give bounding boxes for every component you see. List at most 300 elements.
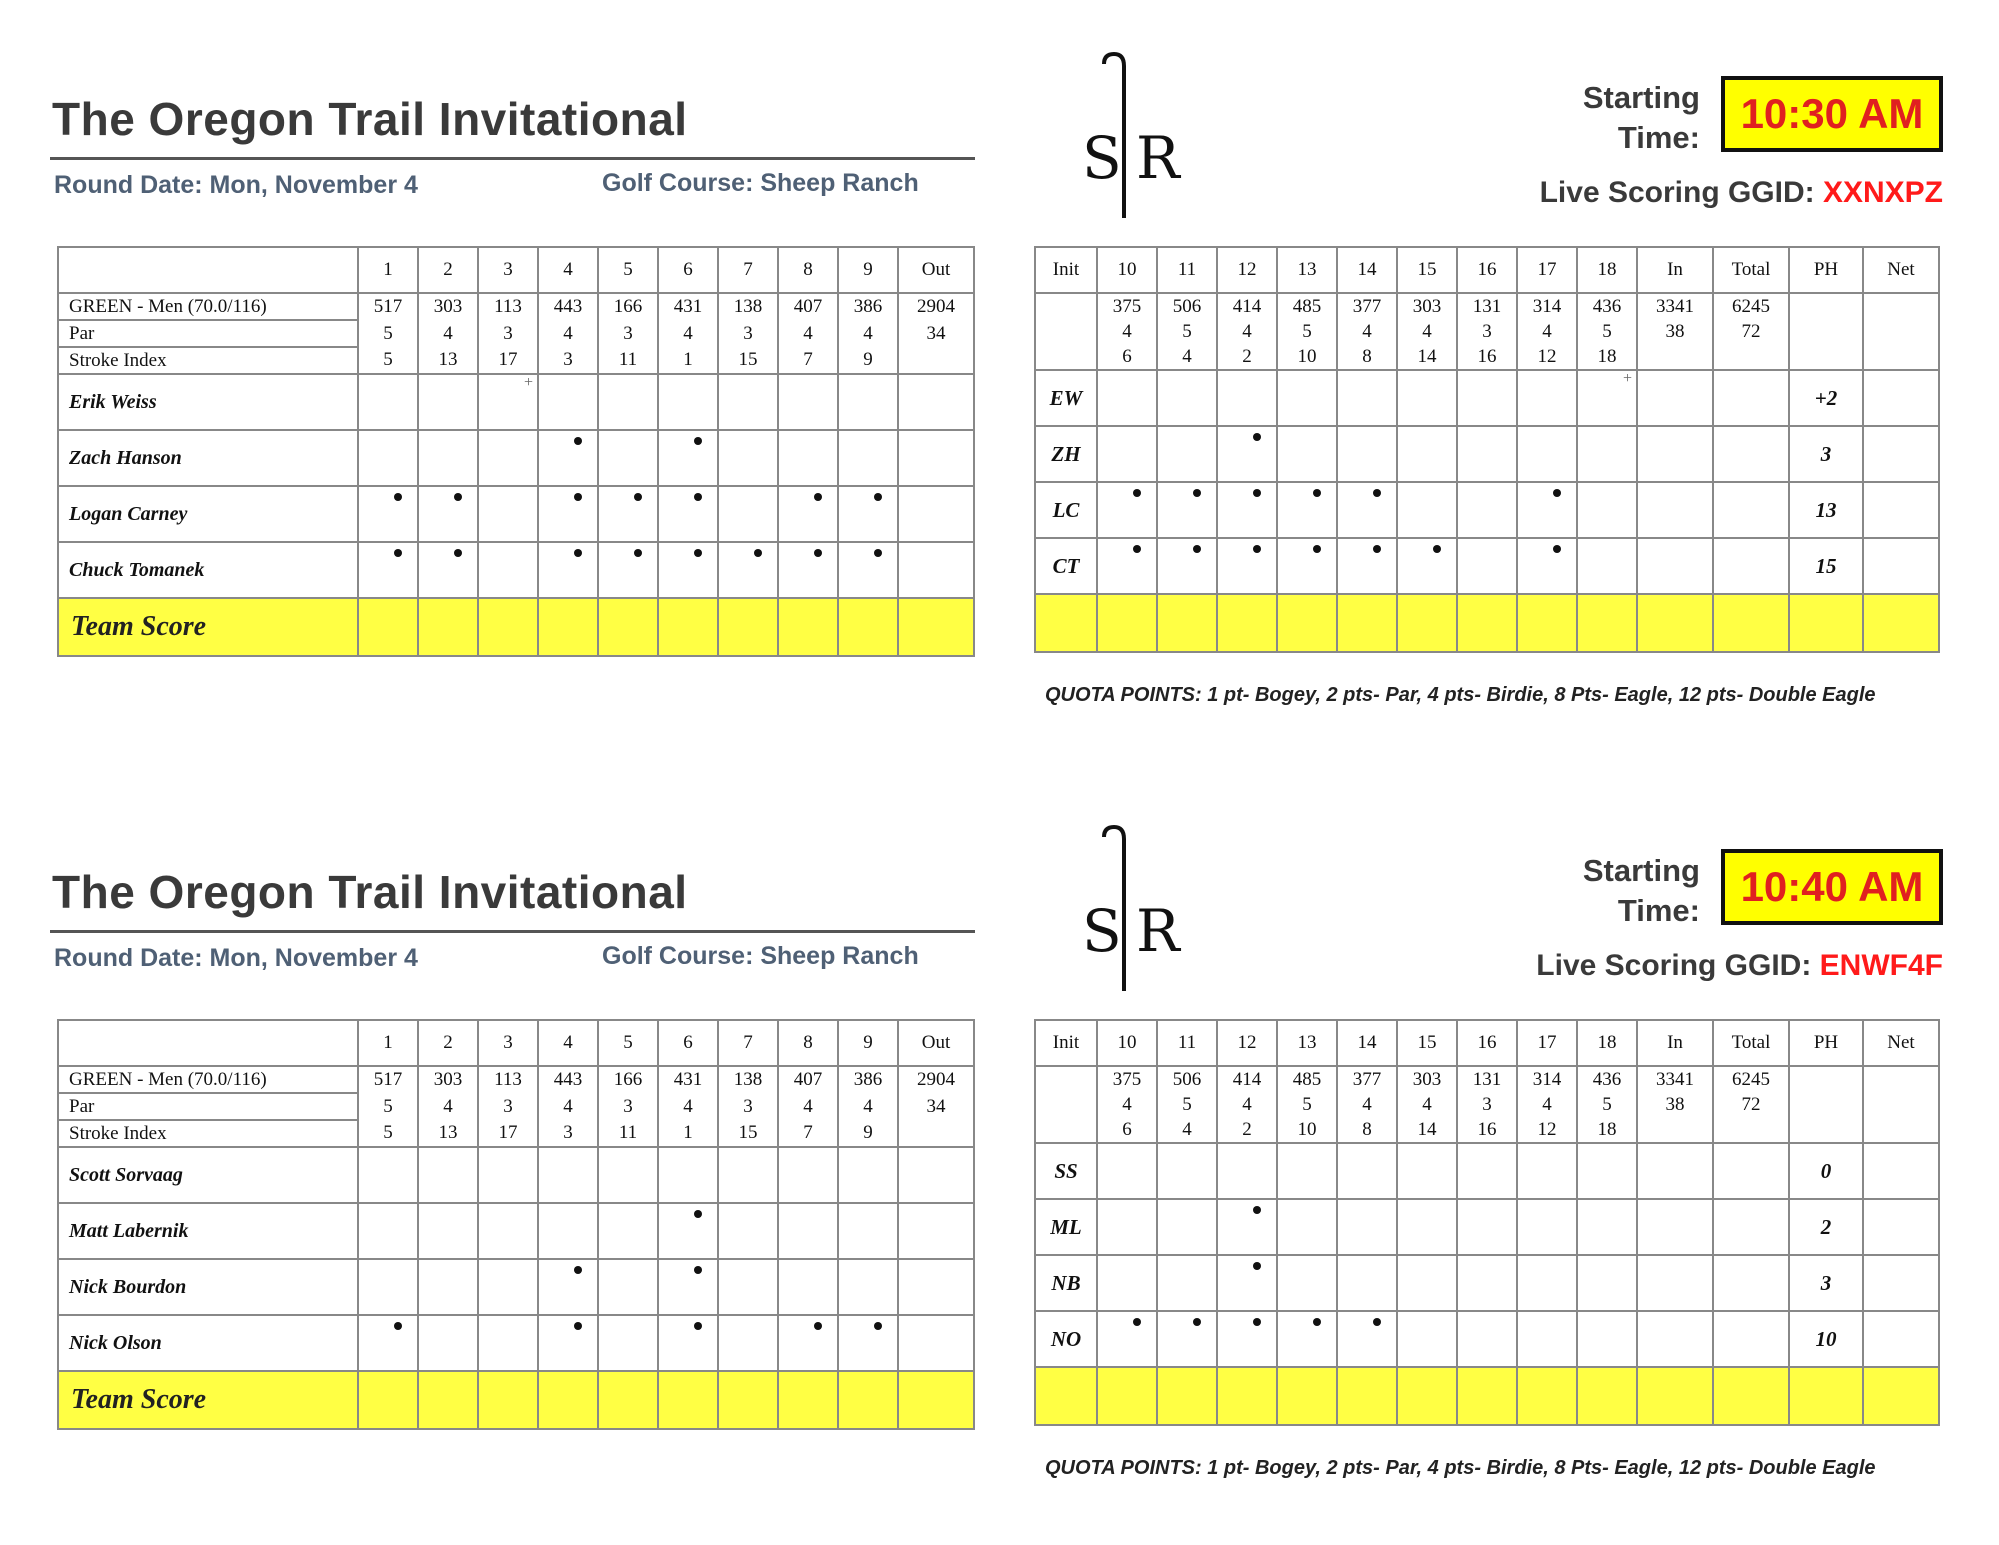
score-cell[interactable] <box>1577 482 1637 538</box>
info-cell: 6 <box>1097 1117 1157 1143</box>
score-cell[interactable] <box>1217 1199 1277 1255</box>
stroke-dot-icon <box>1133 545 1141 553</box>
team-score-cell[interactable] <box>898 1371 974 1429</box>
stroke-dot-icon <box>574 549 582 557</box>
score-cell[interactable] <box>358 1315 418 1371</box>
stroke-dot-icon <box>1253 489 1261 497</box>
score-cell[interactable] <box>898 1259 974 1315</box>
corner-cell <box>58 247 358 293</box>
score-cell[interactable] <box>1577 426 1637 482</box>
title-divider <box>50 930 975 933</box>
score-cell[interactable] <box>1397 370 1457 426</box>
score-cell[interactable] <box>1097 426 1157 482</box>
stroke-index-row <box>1035 344 1939 370</box>
score-cell[interactable] <box>778 1203 838 1259</box>
score-cell[interactable] <box>658 1203 718 1259</box>
score-cell[interactable] <box>898 1203 974 1259</box>
score-cell[interactable] <box>598 1259 658 1315</box>
score-cell[interactable] <box>898 430 974 486</box>
score-cell[interactable] <box>658 542 718 598</box>
stroke-dot-icon <box>1193 1318 1201 1326</box>
score-cell[interactable] <box>478 1259 538 1315</box>
team-score-cell[interactable] <box>658 598 718 656</box>
score-cell[interactable] <box>478 1315 538 1371</box>
score-cell[interactable] <box>1217 1143 1277 1199</box>
score-cell[interactable] <box>1277 482 1337 538</box>
score-cell[interactable] <box>898 542 974 598</box>
score-cell[interactable] <box>538 1259 598 1315</box>
team-score-cell[interactable] <box>478 598 538 656</box>
score-cell[interactable] <box>1097 370 1157 426</box>
score-cell[interactable] <box>478 1147 538 1203</box>
score-cell[interactable] <box>418 1203 478 1259</box>
team-score-cell[interactable] <box>1157 594 1217 652</box>
score-cell[interactable] <box>1097 1143 1157 1199</box>
plus-stroke-icon: + <box>523 374 533 391</box>
score-cell[interactable] <box>1713 1255 1789 1311</box>
team-score-cell[interactable] <box>778 598 838 656</box>
hole-number: 4 <box>538 1020 598 1066</box>
score-cell[interactable] <box>1337 1255 1397 1311</box>
score-cell[interactable] <box>1277 1143 1337 1199</box>
score-cell[interactable] <box>1863 538 1939 594</box>
team-score-cell[interactable] <box>1337 594 1397 652</box>
score-cell[interactable] <box>1517 370 1577 426</box>
score-cell[interactable] <box>1397 1143 1457 1199</box>
score-cell[interactable] <box>1157 482 1217 538</box>
score-cell[interactable] <box>1217 426 1277 482</box>
info-cell: 407 <box>778 1066 838 1093</box>
score-cell[interactable] <box>358 430 418 486</box>
score-cell[interactable] <box>838 430 898 486</box>
score-cell[interactable] <box>418 1315 478 1371</box>
team-score-cell[interactable] <box>1035 1367 1097 1425</box>
tee-yardage-row <box>1035 1066 1939 1092</box>
team-score-cell[interactable] <box>1277 1367 1337 1425</box>
team-score-cell[interactable] <box>1397 1367 1457 1425</box>
team-score-cell[interactable] <box>1097 1367 1157 1425</box>
team-score-cell[interactable] <box>1713 594 1789 652</box>
info-cell: 4 <box>418 320 478 347</box>
score-cell[interactable] <box>598 1203 658 1259</box>
score-cell[interactable] <box>838 374 898 430</box>
score-cell[interactable] <box>1577 1143 1637 1199</box>
stroke-dot-icon <box>694 493 702 501</box>
score-cell[interactable] <box>1337 482 1397 538</box>
team-score-cell[interactable] <box>658 1371 718 1429</box>
score-cell[interactable] <box>1157 370 1217 426</box>
score-cell[interactable] <box>418 1259 478 1315</box>
score-cell[interactable] <box>1097 538 1157 594</box>
score-cell[interactable] <box>838 486 898 542</box>
score-cell[interactable] <box>898 1147 974 1203</box>
team-score-cell[interactable] <box>1457 1367 1517 1425</box>
score-cell[interactable] <box>718 486 778 542</box>
score-cell[interactable] <box>1217 482 1277 538</box>
score-cell[interactable] <box>658 1147 718 1203</box>
score-cell[interactable] <box>838 1203 898 1259</box>
team-score-cell[interactable] <box>1517 1367 1577 1425</box>
team-score-cell[interactable] <box>1577 1367 1637 1425</box>
team-score-cell[interactable] <box>1789 1367 1863 1425</box>
par-row <box>1035 1092 1939 1117</box>
hole-number: 4 <box>538 247 598 293</box>
score-cell[interactable] <box>598 486 658 542</box>
score-cell[interactable] <box>838 542 898 598</box>
score-cell[interactable] <box>538 1315 598 1371</box>
score-cell[interactable] <box>1337 426 1397 482</box>
score-cell[interactable] <box>898 486 974 542</box>
score-cell[interactable] <box>1637 370 1713 426</box>
round-date: Round Date: Mon, November 4 <box>54 171 418 199</box>
init-blank <box>1035 1066 1097 1092</box>
score-cell[interactable] <box>1397 1255 1457 1311</box>
score-cell[interactable] <box>1277 370 1337 426</box>
score-cell[interactable] <box>1157 1311 1217 1367</box>
player-initials: ZH <box>1035 426 1097 482</box>
player-initials: CT <box>1035 538 1097 594</box>
team-score-cell[interactable] <box>538 1371 598 1429</box>
init-blank <box>1035 293 1097 319</box>
score-cell[interactable] <box>1157 1255 1217 1311</box>
score-cell[interactable] <box>1577 1311 1637 1367</box>
info-cell: 506 <box>1157 1066 1217 1092</box>
info-cell <box>1789 1066 1863 1092</box>
score-cell[interactable] <box>1517 1199 1577 1255</box>
score-cell[interactable] <box>1217 1311 1277 1367</box>
score-cell[interactable] <box>658 486 718 542</box>
golf-course: Golf Course: Sheep Ranch <box>602 942 919 970</box>
hole-number: 8 <box>778 1020 838 1066</box>
info-cell: 3 <box>598 1093 658 1120</box>
team-score-cell[interactable] <box>1637 1367 1713 1425</box>
score-cell[interactable] <box>1217 1255 1277 1311</box>
hole-number: 18 <box>1577 1020 1637 1066</box>
score-cell[interactable] <box>478 1203 538 1259</box>
stroke-dot-icon <box>1313 1318 1321 1326</box>
score-cell[interactable] <box>718 1203 778 1259</box>
scorecard <box>0 773 1999 1545</box>
team-score-cell[interactable] <box>838 1371 898 1429</box>
score-cell[interactable] <box>778 542 838 598</box>
score-cell[interactable] <box>358 486 418 542</box>
score-cell[interactable] <box>1577 1255 1637 1311</box>
round-date: Round Date: Mon, November 4 <box>54 944 418 972</box>
score-cell[interactable] <box>358 1259 418 1315</box>
score-cell[interactable] <box>538 542 598 598</box>
info-cell <box>898 1120 974 1147</box>
score-cell[interactable] <box>778 1259 838 1315</box>
score-cell[interactable] <box>718 1259 778 1315</box>
team-score-cell[interactable] <box>598 1371 658 1429</box>
score-cell[interactable] <box>1397 1311 1457 1367</box>
score-cell[interactable] <box>778 430 838 486</box>
score-cell[interactable] <box>598 542 658 598</box>
stroke-dot-icon <box>574 1266 582 1274</box>
team-score-cell[interactable] <box>1517 594 1577 652</box>
info-cell: 314 <box>1517 1066 1577 1092</box>
score-cell[interactable] <box>718 1315 778 1371</box>
team-score-cell[interactable] <box>718 598 778 656</box>
info-cell: 12 <box>1517 344 1577 370</box>
score-cell[interactable] <box>778 374 838 430</box>
score-cell[interactable] <box>1217 370 1277 426</box>
team-score-cell[interactable] <box>1157 1367 1217 1425</box>
info-cell <box>1863 1117 1939 1143</box>
team-score-cell[interactable] <box>898 598 974 656</box>
score-cell[interactable] <box>1457 1311 1517 1367</box>
score-cell[interactable] <box>898 1315 974 1371</box>
info-cell: 16 <box>1457 1117 1517 1143</box>
info-cell: 7 <box>778 347 838 374</box>
score-cell[interactable] <box>598 1315 658 1371</box>
score-cell[interactable] <box>478 430 538 486</box>
score-cell[interactable] <box>1337 370 1397 426</box>
team-score-cell[interactable] <box>1713 1367 1789 1425</box>
info-cell: 166 <box>598 293 658 320</box>
info-cell <box>1713 344 1789 370</box>
team-score-cell[interactable] <box>1863 1367 1939 1425</box>
score-cell[interactable] <box>658 1259 718 1315</box>
score-cell[interactable] <box>1277 1311 1337 1367</box>
score-cell[interactable] <box>1277 1199 1337 1255</box>
score-cell[interactable] <box>1457 370 1517 426</box>
score-cell[interactable] <box>538 430 598 486</box>
score-cell[interactable] <box>1637 1255 1713 1311</box>
stroke-dot-icon <box>814 549 822 557</box>
player-row <box>1035 370 1939 426</box>
score-cell[interactable] <box>1863 1143 1939 1199</box>
playing-handicap: 2 <box>1789 1199 1863 1255</box>
team-score-cell[interactable] <box>1397 594 1457 652</box>
score-cell[interactable] <box>1457 1199 1517 1255</box>
team-score-cell[interactable] <box>478 1371 538 1429</box>
score-cell[interactable] <box>1097 482 1157 538</box>
score-cell[interactable] <box>418 542 478 598</box>
info-cell: 16 <box>1457 344 1517 370</box>
stroke-dot-icon <box>394 1322 402 1330</box>
info-cell: 4 <box>1397 1092 1457 1117</box>
score-cell[interactable] <box>718 1147 778 1203</box>
team-score-cell[interactable] <box>778 1371 838 1429</box>
score-cell[interactable] <box>478 486 538 542</box>
score-cell[interactable] <box>1277 1255 1337 1311</box>
score-cell[interactable] <box>718 542 778 598</box>
score-cell[interactable] <box>1277 538 1337 594</box>
score-cell[interactable] <box>418 486 478 542</box>
score-cell[interactable] <box>658 374 718 430</box>
info-cell: 314 <box>1517 293 1577 319</box>
info-cell: 4 <box>418 1093 478 1120</box>
team-score-cell[interactable] <box>418 598 478 656</box>
score-cell[interactable] <box>1157 1143 1217 1199</box>
team-score-cell[interactable] <box>1277 594 1337 652</box>
score-cell[interactable] <box>1217 538 1277 594</box>
starting-time-badge: 10:40 AM <box>1721 849 1943 925</box>
hole-number: 10 <box>1097 1020 1157 1066</box>
score-cell[interactable] <box>1863 1199 1939 1255</box>
score-cell[interactable] <box>1157 1199 1217 1255</box>
score-cell[interactable] <box>1457 1143 1517 1199</box>
team-score-cell[interactable] <box>538 598 598 656</box>
score-cell[interactable] <box>1517 1255 1577 1311</box>
score-cell[interactable] <box>1713 1311 1789 1367</box>
score-cell[interactable] <box>1397 538 1457 594</box>
score-cell[interactable] <box>1637 1199 1713 1255</box>
score-cell[interactable] <box>1157 426 1217 482</box>
score-cell[interactable] <box>1337 1311 1397 1367</box>
score-cell[interactable] <box>1713 426 1789 482</box>
team-score-cell[interactable] <box>1035 594 1097 652</box>
score-cell[interactable] <box>1457 482 1517 538</box>
score-cell[interactable] <box>718 374 778 430</box>
score-cell[interactable] <box>1397 482 1457 538</box>
team-score-cell[interactable] <box>1789 594 1863 652</box>
stroke-dot-icon <box>454 493 462 501</box>
score-cell[interactable] <box>1457 538 1517 594</box>
player-name: Matt Labernik <box>58 1203 358 1259</box>
score-cell[interactable] <box>598 374 658 430</box>
score-cell[interactable] <box>1457 1255 1517 1311</box>
score-cell[interactable] <box>1337 538 1397 594</box>
score-cell[interactable] <box>1713 370 1789 426</box>
score-cell[interactable] <box>538 374 598 430</box>
info-cell: 4 <box>1517 1092 1577 1117</box>
team-score-cell[interactable] <box>598 598 658 656</box>
info-cell: 12 <box>1517 1117 1577 1143</box>
player-row <box>58 374 974 430</box>
team-score-cell[interactable] <box>358 1371 418 1429</box>
team-score-cell[interactable] <box>1577 594 1637 652</box>
info-cell: 431 <box>658 1066 718 1093</box>
team-score-cell[interactable] <box>718 1371 778 1429</box>
score-cell[interactable] <box>1157 538 1217 594</box>
score-cell[interactable] <box>1713 482 1789 538</box>
team-score-cell[interactable] <box>1457 594 1517 652</box>
ggid-code[interactable]: XXNXPZ <box>1822 176 1943 209</box>
score-cell[interactable] <box>658 1315 718 1371</box>
score-cell[interactable] <box>1517 426 1577 482</box>
team-score-cell[interactable] <box>838 598 898 656</box>
team-score-cell[interactable] <box>418 1371 478 1429</box>
score-cell[interactable] <box>1577 1199 1637 1255</box>
score-cell[interactable] <box>1637 426 1713 482</box>
stroke-dot-icon <box>1253 433 1261 441</box>
score-cell[interactable] <box>538 1203 598 1259</box>
score-cell[interactable] <box>358 1147 418 1203</box>
team-score-cell[interactable] <box>1637 594 1713 652</box>
score-cell[interactable] <box>358 542 418 598</box>
title-divider <box>50 157 975 160</box>
info-cell: 6245 <box>1713 1066 1789 1092</box>
score-cell[interactable] <box>1277 426 1337 482</box>
score-cell[interactable] <box>1713 1199 1789 1255</box>
score-cell[interactable] <box>778 1147 838 1203</box>
score-cell[interactable] <box>1637 538 1713 594</box>
team-score-cell[interactable] <box>1097 594 1157 652</box>
team-score-cell[interactable] <box>1863 594 1939 652</box>
team-score-cell[interactable] <box>358 598 418 656</box>
score-cell[interactable] <box>1713 1143 1789 1199</box>
score-cell[interactable] <box>598 1147 658 1203</box>
score-cell[interactable] <box>1863 370 1939 426</box>
team-score-cell[interactable] <box>1337 1367 1397 1425</box>
score-cell[interactable] <box>898 374 974 430</box>
score-cell[interactable] <box>778 486 838 542</box>
info-cell: 506 <box>1157 293 1217 319</box>
score-cell[interactable] <box>1517 482 1577 538</box>
info-cell: 11 <box>598 347 658 374</box>
score-cell[interactable] <box>1337 1143 1397 1199</box>
tee-yardage-row <box>58 1066 974 1093</box>
hole-number: 13 <box>1277 247 1337 293</box>
info-cell: 4 <box>1337 319 1397 344</box>
score-cell[interactable] <box>418 374 478 430</box>
score-cell[interactable] <box>1577 538 1637 594</box>
score-cell[interactable] <box>538 1147 598 1203</box>
score-cell[interactable] <box>1637 482 1713 538</box>
score-cell[interactable] <box>418 1147 478 1203</box>
ggid-code[interactable]: ENWF4F <box>1819 949 1943 982</box>
score-cell[interactable] <box>1637 1143 1713 1199</box>
score-cell[interactable] <box>718 430 778 486</box>
score-cell[interactable] <box>1863 426 1939 482</box>
score-cell[interactable] <box>1097 1255 1157 1311</box>
score-cell[interactable] <box>418 430 478 486</box>
score-cell[interactable] <box>838 1259 898 1315</box>
score-cell[interactable] <box>1517 1311 1577 1367</box>
score-cell[interactable] <box>778 1315 838 1371</box>
score-cell[interactable] <box>1713 538 1789 594</box>
stroke-dot-icon <box>874 549 882 557</box>
score-cell[interactable] <box>1097 1311 1157 1367</box>
score-cell[interactable] <box>1863 1311 1939 1367</box>
score-cell[interactable] <box>1457 426 1517 482</box>
score-cell[interactable] <box>598 430 658 486</box>
score-cell[interactable] <box>1517 1143 1577 1199</box>
hole-number: 9 <box>838 1020 898 1066</box>
score-cell[interactable] <box>1637 1311 1713 1367</box>
score-cell[interactable] <box>478 374 538 430</box>
info-cell: 485 <box>1277 1066 1337 1092</box>
score-cell[interactable] <box>838 1147 898 1203</box>
team-score-cell[interactable] <box>1217 1367 1277 1425</box>
score-cell[interactable] <box>1397 1199 1457 1255</box>
score-cell[interactable] <box>358 1203 418 1259</box>
team-score-cell[interactable] <box>1217 594 1277 652</box>
score-cell[interactable] <box>1863 1255 1939 1311</box>
player-name: Erik Weiss <box>58 374 358 430</box>
score-cell[interactable] <box>1397 426 1457 482</box>
hole-number: 6 <box>658 247 718 293</box>
score-cell[interactable] <box>1097 1199 1157 1255</box>
score-cell[interactable] <box>538 486 598 542</box>
score-cell[interactable] <box>1863 482 1939 538</box>
stroke-index-row <box>1035 1117 1939 1143</box>
score-cell[interactable] <box>358 374 418 430</box>
stroke-dot-icon <box>1133 1318 1141 1326</box>
score-cell[interactable] <box>1577 370 1637 426</box>
score-cell[interactable] <box>658 430 718 486</box>
score-cell[interactable] <box>838 1315 898 1371</box>
score-cell[interactable] <box>478 542 538 598</box>
info-cell: 2904 <box>898 1066 974 1093</box>
player-row <box>58 486 974 542</box>
score-cell[interactable] <box>1517 538 1577 594</box>
info-cell: 4 <box>778 1093 838 1120</box>
hole-number: 8 <box>778 247 838 293</box>
score-cell[interactable] <box>1337 1199 1397 1255</box>
